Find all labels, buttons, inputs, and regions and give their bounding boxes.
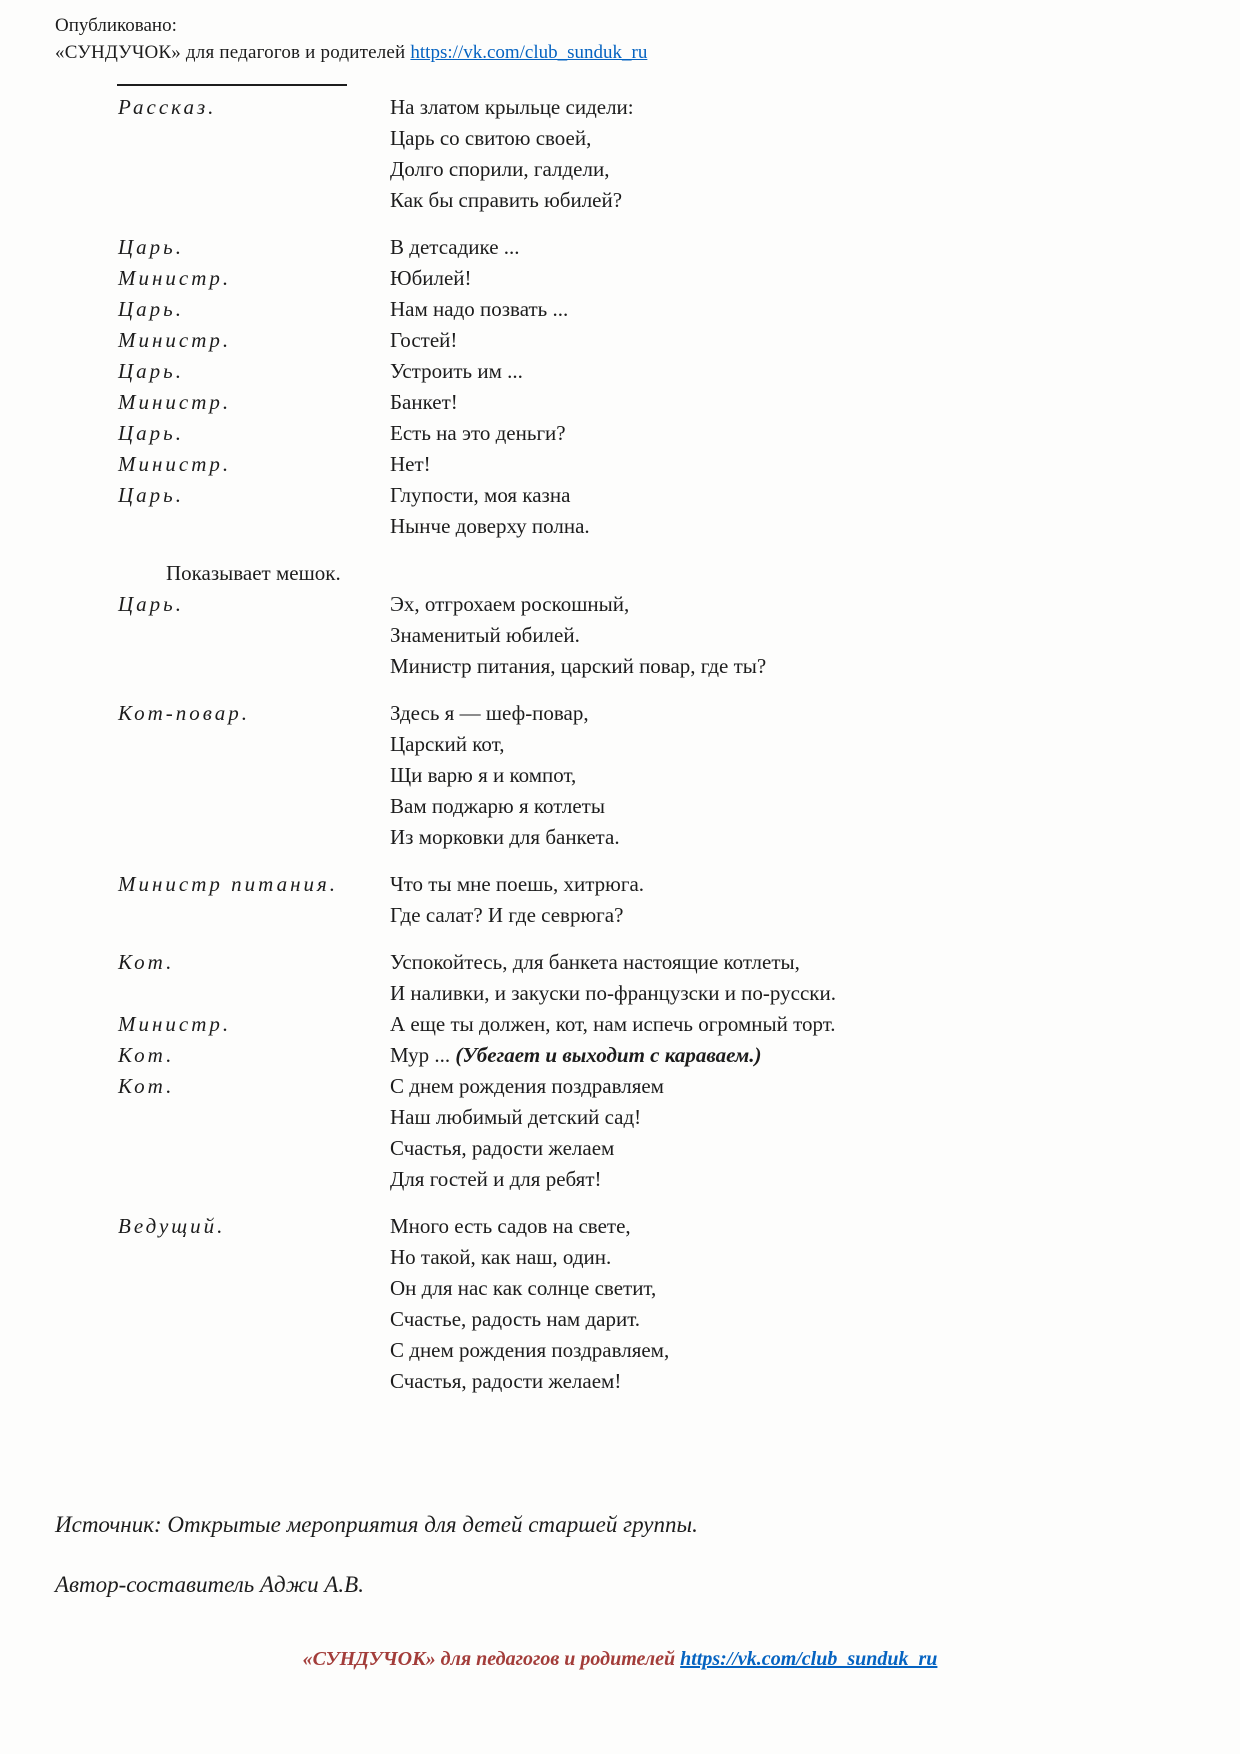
dialogue-line: Нам надо позвать ... [390, 297, 569, 321]
dialogue-line: Здесь я — шеф-повар, [390, 701, 589, 725]
dialogue-lines [390, 325, 1180, 356]
dialogue-lines [390, 1009, 1180, 1040]
dialogue-line: Банкет! [390, 390, 458, 414]
speaker-name: Кот. [118, 1043, 175, 1067]
dialogue-line: Счастья, радости желаем! [390, 1369, 622, 1393]
published-label: Опубликовано: [55, 15, 177, 36]
footer [0, 1648, 1240, 1671]
speaker-name: Царь. [118, 235, 184, 259]
dialogue-line: На златом крыльце сидели: [390, 95, 634, 119]
dialogue-row [118, 232, 1180, 263]
dialogue-line: Вам поджарю я котлеты [390, 794, 605, 818]
dialogue-line: Много есть садов на свете, [390, 1214, 631, 1238]
dialogue-line: И наливки, и закуски по-французски и по-русски. [390, 981, 836, 1005]
speaker-name: Министр. [118, 328, 232, 352]
dialogue-lines [390, 1211, 1180, 1397]
stage-direction-text: Показывает мешок. [166, 561, 341, 585]
dialogue-row [118, 1071, 1180, 1195]
source-block [55, 1512, 698, 1632]
speaker-name: Министр. [118, 452, 232, 476]
scan-line-artifact [117, 84, 347, 86]
dialogue-line: Где салат? И где севрюга? [390, 903, 624, 927]
dialogue-line: Царь со свитою своей, [390, 126, 592, 150]
dialogue-line: Мур ... (Убегает и выходит с караваем.) [390, 1043, 762, 1067]
speaker-name: Царь. [118, 421, 184, 445]
dialogue-line: С днем рождения поздравляем [390, 1074, 664, 1098]
dialogue-row [118, 356, 1180, 387]
source-line: Источник: Открытые мероприятия для детей старшей группы. [55, 1512, 698, 1537]
inline-stage-note: (Убегает и выходит с караваем.) [450, 1043, 762, 1067]
dialogue-line: Гостей! [390, 328, 458, 352]
speaker-name: Министр. [118, 266, 232, 290]
dialogue-row [118, 1211, 1180, 1397]
dialogue-line: Счастья, радости желаем [390, 1136, 615, 1160]
dialogue-row [118, 263, 1180, 294]
dialogue-line: Что ты мне поешь, хитрюга. [390, 872, 645, 896]
speaker-name: Ведущий. [118, 1214, 226, 1238]
speaker-name: Министр питания. [118, 872, 338, 896]
dialogue-lines [390, 1040, 1180, 1071]
dialogue-line: Щи варю я и компот, [390, 763, 577, 787]
speaker-name: Рассказ. [118, 95, 217, 119]
dialogue-row [118, 589, 1180, 682]
dialogue-lines [390, 263, 1180, 294]
dialogue-lines [390, 387, 1180, 418]
dialogue-line: Устроить им ... [390, 359, 523, 383]
speaker-name: Царь. [118, 297, 184, 321]
speaker-name: Министр. [118, 1012, 232, 1036]
dialogue-line: Как бы справить юбилей? [390, 188, 623, 212]
author-line: Автор-составитель Аджи А.В. [55, 1572, 364, 1597]
dialogue-line: Успокойтесь, для банкета настоящие котлеты, [390, 950, 800, 974]
dialogue-line: Нынче доверху полна. [390, 514, 590, 538]
dialogue-line: Нет! [390, 452, 431, 476]
speaker-name: Царь. [118, 359, 184, 383]
dialogue-row [118, 387, 1180, 418]
dialogue-row [118, 1009, 1180, 1040]
speaker-name: Министр. [118, 390, 232, 414]
dialogue-line: С днем рождения поздравляем, [390, 1338, 670, 1362]
dialogue-line: Юбилей! [390, 266, 472, 290]
dialogue-line: Знаменитый юбилей. [390, 623, 580, 647]
dialogue-line: Есть на это деньги? [390, 421, 566, 445]
dialogue-row [118, 294, 1180, 325]
dialogue-line: Долго спорили, галдели, [390, 157, 610, 181]
dialogue-line: Он для нас как солнце светит, [390, 1276, 657, 1300]
dialogue-line: Но такой, как наш, один. [390, 1245, 612, 1269]
dialogue-lines [390, 294, 1180, 325]
dialogue-lines [390, 418, 1180, 449]
dialogue-line: Царский кот, [390, 732, 505, 756]
dialogue-lines [390, 449, 1180, 480]
dialogue-row [118, 418, 1180, 449]
dialogue-lines [390, 92, 1180, 216]
dialogue-lines [390, 698, 1180, 853]
dialogue-line: Эх, отгрохаем роскошный, [390, 592, 630, 616]
dialogue-row [118, 698, 1180, 853]
published-line [55, 39, 647, 66]
dialogue-lines [390, 356, 1180, 387]
speaker-name: Кот-повар. [118, 701, 251, 725]
dialogue-row [118, 92, 1180, 216]
dialogue-row [118, 480, 1180, 542]
script-body [0, 92, 1240, 1397]
dialogue-row [118, 1040, 1180, 1071]
dialogue-line: В детсадике ... [390, 235, 520, 259]
stage-direction-row [118, 558, 1180, 589]
footer-club-link[interactable]: https://vk.com/club_sunduk_ru [680, 1648, 938, 1670]
dialogue-line: А еще ты должен, кот, нам испечь огромный торт. [390, 1012, 836, 1036]
speaker-name: Кот. [118, 1074, 175, 1098]
header [55, 12, 647, 66]
speaker-name: Царь. [118, 483, 184, 507]
dialogue-row [118, 869, 1180, 931]
dialogue-lines [390, 947, 1180, 1009]
dialogue-line: Наш любимый детский сад! [390, 1105, 642, 1129]
dialogue-row [118, 449, 1180, 480]
dialogue-lines [390, 480, 1180, 542]
dialogue-lines [390, 869, 1180, 931]
footer-club-text: «СУНДУЧОК» для педагогов и родителей [302, 1648, 676, 1670]
dialogue-line: Из морковки для банкета. [390, 825, 620, 849]
dialogue-line: Глупости, моя казна [390, 483, 571, 507]
speaker-name: Кот. [118, 950, 175, 974]
published-text: «СУНДУЧОК» для педагогов и родителей [55, 42, 406, 63]
dialogue-row [118, 947, 1180, 1009]
dialogue-line: Для гостей и для ребят! [390, 1167, 602, 1191]
speaker-name: Царь. [118, 592, 184, 616]
published-link[interactable]: https://vk.com/club_sunduk_ru [410, 42, 648, 63]
dialogue-line: Счастье, радость нам дарит. [390, 1307, 641, 1331]
dialogue-row [118, 325, 1180, 356]
dialogue-lines [390, 1071, 1180, 1195]
dialogue-lines [390, 232, 1180, 263]
dialogue-line: Министр питания, царский повар, где ты? [390, 654, 767, 678]
dialogue-lines [390, 589, 1180, 682]
